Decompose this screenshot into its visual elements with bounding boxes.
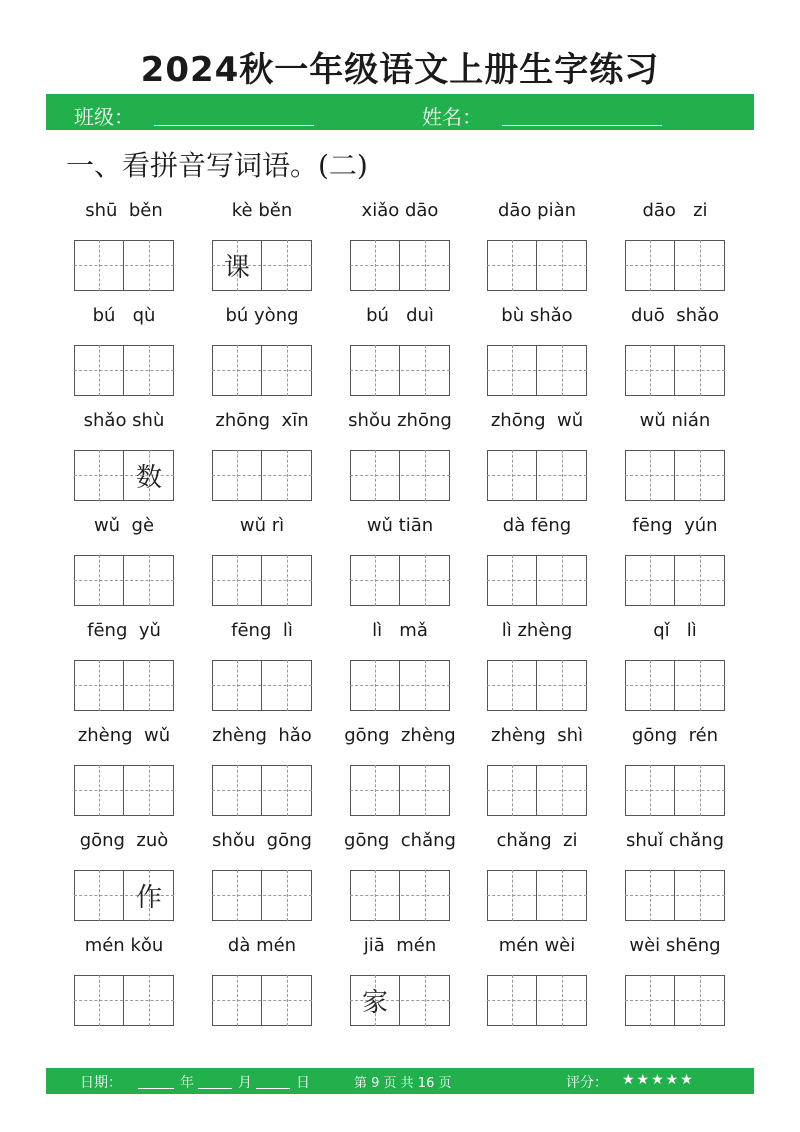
writing-box[interactable] [487, 975, 587, 1026]
hanzi-char: 作 [135, 883, 162, 913]
writing-box[interactable] [350, 345, 450, 396]
writing-box[interactable] [487, 345, 587, 396]
year-label: 年 [180, 1075, 194, 1091]
writing-box[interactable] [487, 555, 587, 606]
pinyin-label: chǎng zi [496, 830, 578, 851]
pinyin-label: fēng yǔ [87, 620, 161, 641]
pinyin-label: fēng yún [632, 515, 718, 536]
name-label: 姓名： [422, 105, 482, 129]
writing-box[interactable] [625, 240, 725, 291]
pinyin-label: duō shǎo [630, 305, 720, 326]
writing-box[interactable] [487, 765, 587, 816]
writing-box[interactable] [74, 555, 174, 606]
pinyin-label: shuǐ chǎng [625, 830, 725, 851]
score-stars: ★★★★★ [622, 1072, 695, 1088]
writing-box[interactable] [625, 975, 725, 1026]
pinyin-label: dāo zi [642, 200, 708, 221]
writing-box[interactable] [212, 975, 312, 1026]
writing-box[interactable] [625, 555, 725, 606]
date-label: 日期： [80, 1075, 122, 1091]
writing-box[interactable] [350, 555, 450, 606]
hanzi-char: 家 [361, 988, 388, 1018]
writing-box[interactable] [74, 240, 174, 291]
pinyin-label: wǔ nián [639, 410, 711, 431]
pinyin-label: shū běn [85, 200, 163, 221]
pinyin-label: shǒu zhōng [348, 410, 452, 431]
section-title: 一、看拼音写词语。(二) [66, 149, 368, 182]
pinyin-label: jiā mén [363, 935, 437, 956]
pinyin-label: bù shǎo [501, 305, 573, 326]
pinyin-label: kè běn [231, 200, 293, 221]
footer-bar [46, 1068, 754, 1094]
class-field[interactable] [154, 125, 314, 126]
pinyin-label: zhèng wǔ [77, 725, 171, 746]
writing-box[interactable] [625, 345, 725, 396]
month-label: 月 [238, 1075, 252, 1091]
month-field[interactable] [198, 1088, 232, 1089]
writing-box[interactable] [350, 765, 450, 816]
pinyin-label: lì mǎ [372, 620, 428, 641]
writing-box[interactable] [350, 975, 450, 1026]
writing-box[interactable] [487, 870, 587, 921]
pinyin-label: lì zhèng [501, 620, 573, 641]
year-field[interactable] [138, 1088, 174, 1089]
pinyin-label: qǐ lì [653, 620, 697, 641]
pinyin-label: mén wèi [498, 935, 576, 956]
pinyin-label: dāo piàn [497, 200, 577, 221]
writing-box[interactable] [350, 660, 450, 711]
writing-box[interactable] [212, 240, 312, 291]
pinyin-label: shǎo shù [83, 410, 165, 431]
writing-box[interactable] [350, 240, 450, 291]
name-field[interactable] [502, 125, 662, 126]
writing-box[interactable] [350, 870, 450, 921]
writing-box[interactable] [212, 555, 312, 606]
pinyin-label: bú yòng [225, 305, 299, 326]
writing-box[interactable] [487, 240, 587, 291]
writing-box[interactable] [350, 450, 450, 501]
pinyin-label: shǒu gōng [212, 830, 312, 851]
pinyin-label: wǔ rì [239, 515, 285, 536]
writing-box[interactable] [74, 450, 174, 501]
class-label: 班级： [74, 105, 134, 129]
day-field[interactable] [256, 1088, 290, 1089]
writing-box[interactable] [487, 450, 587, 501]
pinyin-label: zhèng shì [491, 725, 583, 746]
pinyin-label: wǔ gè [93, 515, 155, 536]
pinyin-label: fēng lì [231, 620, 293, 641]
writing-box[interactable] [625, 660, 725, 711]
day-label: 日 [296, 1075, 310, 1091]
pinyin-label: wǔ tiān [366, 515, 434, 536]
writing-box[interactable] [74, 660, 174, 711]
writing-box[interactable] [74, 975, 174, 1026]
writing-box[interactable] [74, 765, 174, 816]
page-title: 2024秋一年级语文上册生字练习 [140, 50, 660, 90]
writing-box[interactable] [212, 450, 312, 501]
writing-box[interactable] [74, 870, 174, 921]
pinyin-label: gōng zhèng [344, 725, 456, 746]
writing-box[interactable] [212, 660, 312, 711]
pinyin-label: gōng rén [631, 725, 719, 746]
pinyin-label: mén kǒu [84, 935, 164, 956]
pinyin-label: zhōng xīn [215, 410, 309, 431]
pinyin-label: dà mén [227, 935, 297, 956]
pinyin-label: gōng zuò [79, 830, 169, 851]
score-label: 评分： [566, 1075, 608, 1091]
pinyin-label: zhōng wǔ [490, 410, 584, 431]
pinyin-label: dà fēng [502, 515, 572, 536]
writing-box[interactable] [212, 765, 312, 816]
page-number: 第 9 页 共 16 页 [354, 1076, 452, 1091]
hanzi-char: 数 [135, 463, 162, 493]
writing-box[interactable] [487, 660, 587, 711]
name-bar [46, 94, 754, 130]
writing-box[interactable] [212, 345, 312, 396]
writing-box[interactable] [74, 345, 174, 396]
pinyin-label: gōng chǎng [344, 830, 456, 851]
pinyin-label: bú qù [92, 305, 156, 326]
pinyin-label: xiǎo dāo [361, 200, 439, 221]
pinyin-label: bú duì [366, 305, 434, 326]
pinyin-label: wèi shēng [629, 935, 721, 956]
writing-box[interactable] [212, 870, 312, 921]
writing-box[interactable] [625, 765, 725, 816]
writing-box[interactable] [625, 870, 725, 921]
hanzi-char: 课 [223, 253, 250, 283]
pinyin-label: zhèng hǎo [212, 725, 312, 746]
writing-box[interactable] [625, 450, 725, 501]
